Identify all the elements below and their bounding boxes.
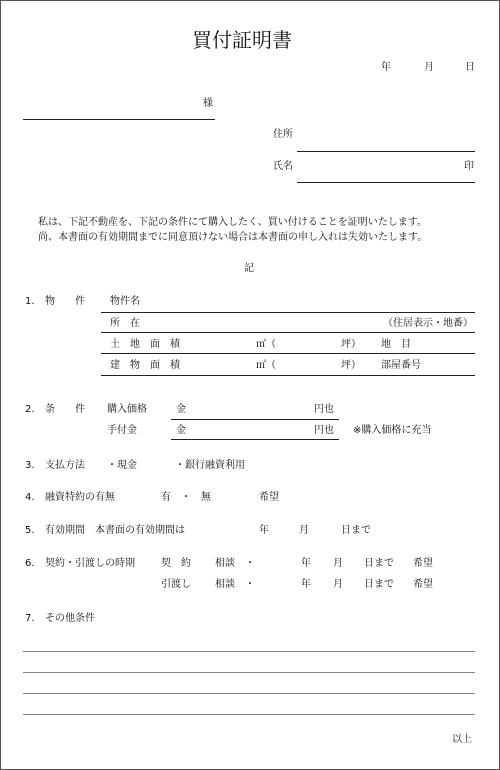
other-conditions-line-4 — [23, 714, 475, 715]
address-line — [297, 151, 475, 152]
s1-table-bottom — [101, 375, 475, 376]
s2-price-line — [171, 419, 339, 420]
s3-number: 3． — [25, 460, 42, 471]
intro-line-2: 尚、本書面の有効期間までに同意頂けない場合は本書面の申し入れは失効いたします。 — [38, 232, 428, 243]
date-month-label: 月 — [424, 62, 434, 73]
s1-bldg-sqm: ㎡（ — [256, 360, 276, 371]
s2-price-label: 購入価格 — [107, 404, 147, 415]
end-mark: 以上 — [452, 734, 472, 745]
address-label: 住所 — [273, 129, 293, 140]
s5-until: 日まで — [341, 525, 371, 536]
s6-contract-year: 年 — [301, 558, 311, 569]
s1-bldg-tsubo: 坪） — [341, 360, 361, 371]
s2-deposit-note: ※購入価格に充当 — [353, 425, 432, 436]
intro-line-1: 私は、下記不動産を、下記の条件にて購入したく、買い付けることを証明いたします。 — [38, 217, 427, 228]
s1-number: 1． — [25, 296, 42, 307]
s2-price-suffix: 円也 — [314, 404, 334, 415]
s6-delivery-month: 月 — [333, 579, 343, 590]
page-title: 買付証明書 — [192, 28, 292, 52]
s6-contract-consult: 相談 ・ — [215, 558, 255, 569]
s1-location-label: 所 在 — [110, 318, 140, 329]
s6-contract-label: 契 約 — [161, 558, 191, 569]
s1-table-row2 — [101, 353, 475, 354]
s6-contract-month: 月 — [333, 558, 343, 569]
date-day-label: 日 — [465, 62, 475, 73]
s5-month: 月 — [299, 525, 309, 536]
s1-land-sqm: ㎡（ — [256, 339, 276, 350]
s6-delivery-hope: 希望 — [413, 579, 433, 590]
s1-land-label: 土 地 面 積 — [110, 339, 180, 350]
other-conditions-line-1 — [23, 651, 475, 652]
s1-location-note: （住居表示・地番） — [383, 318, 473, 329]
other-conditions-line-2 — [23, 672, 475, 673]
addressee-suffix: 様 — [203, 98, 213, 109]
ki-heading: 記 — [244, 263, 254, 274]
other-conditions-line-3 — [23, 693, 475, 694]
addressee-line — [23, 119, 215, 120]
s4-suffix: 希望 — [259, 492, 279, 503]
s6-contract-hope: 希望 — [413, 558, 433, 569]
s3-option-loan: ・銀行融資利用 — [175, 460, 245, 471]
s5-year: 年 — [259, 525, 269, 536]
s6-contract-until: 日まで — [364, 558, 394, 569]
s2-deposit-line — [171, 439, 339, 440]
s3-label: 支払方法 — [45, 460, 85, 471]
s4-label: 融資特約の有無 — [45, 492, 115, 503]
s1-bldg-room: 部屋番号 — [381, 360, 421, 371]
s2-deposit-label: 手付金 — [107, 425, 137, 436]
s6-delivery-year: 年 — [301, 579, 311, 590]
s6-delivery-consult: 相談 ・ — [215, 579, 255, 590]
s6-number: 6． — [25, 558, 42, 569]
s2-price-prefix: 金 — [176, 404, 186, 415]
s5-number: 5． — [25, 525, 42, 536]
s6-delivery-until: 日まで — [364, 579, 394, 590]
s1-table-top — [101, 312, 475, 313]
seal-label: 印 — [464, 161, 474, 172]
s1-bldg-label: 建 物 面 積 — [110, 360, 180, 371]
s4-options: 有 ・ 無 — [161, 492, 211, 503]
s2-number: 2． — [25, 404, 42, 415]
s2-deposit-suffix: 円也 — [314, 425, 334, 436]
s7-label: その他条件 — [45, 613, 95, 624]
s1-label: 物 件 — [45, 296, 85, 307]
s6-label: 契約・引渡しの時期 — [45, 558, 135, 569]
s5-text: 本書面の有効期間は — [95, 525, 185, 536]
name-label: 氏名 — [273, 161, 293, 172]
s6-delivery-label: 引渡し — [161, 579, 191, 590]
s2-deposit-prefix: 金 — [176, 425, 186, 436]
s2-label: 条 件 — [45, 404, 85, 415]
s1-name-label: 物件名 — [110, 296, 140, 307]
s3-option-cash: ・現金 — [107, 460, 137, 471]
s7-number: 7． — [25, 613, 42, 624]
s1-land-chimoku: 地 目 — [381, 339, 411, 350]
name-line — [297, 182, 475, 183]
s4-number: 4． — [25, 492, 42, 503]
s1-land-tsubo: 坪） — [341, 339, 361, 350]
date-year-label: 年 — [381, 62, 391, 73]
s5-label: 有効期間 — [45, 525, 85, 536]
s1-table-row1 — [101, 332, 475, 333]
